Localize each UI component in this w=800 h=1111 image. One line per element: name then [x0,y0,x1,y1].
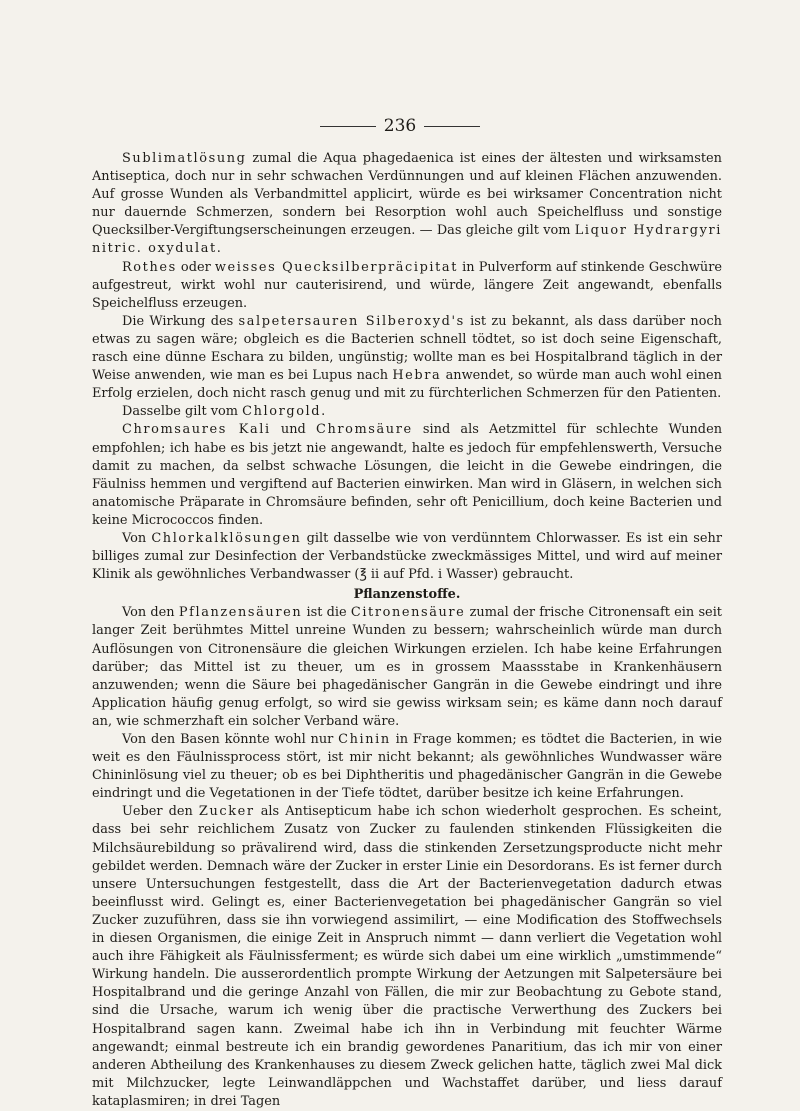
paragraph [92,150,722,259]
spaced-term: Zucker [198,804,255,820]
spaced-term: Chlorkalklösungen [151,530,302,546]
text-run: gilt dasselbe wie von verdünntem Chlorwasser. Es ist ein sehr billiges zumal zur Desinfection der Verbandstücke zweckmässiges Mittel, und wird auf meiner Klinik als gewöhnliches Verbandwasser (℥ ii auf Pfd. i Wasser) gebraucht. [92,530,722,583]
spaced-term: salpetersauren Silberoxyd's [238,313,465,329]
spaced-term: Sublimatlösung [122,151,247,166]
text-run: sind als Aetzmittel für schlechte Wunden empfohlen; ich habe es bis jetzt nie angewandt, halte es jedoch für empfehlenswerth, Versuche damit zu machen, da selbst schwache Lösungen, die leicht in die Gewebe eindringen, die Fäulniss hemmen und vergiftend auf Bacterien einwirken. Man wird in Gläsern, in welchen sich anatomische Präparate in Chromsäure befinden, sehr oft Penicillium, doch keine Bacterien und keine Micrococcos finden. [92,422,722,528]
spaced-term: Chromsäure [315,422,413,438]
paragraph [92,421,722,530]
spaced-term: Citronensäure [350,605,466,621]
text-run: Von [122,530,152,546]
spaced-term: Liquor Hydrargyri nitric. oxydulat. [92,223,722,257]
text-run: und [270,422,316,438]
text-run: ist die [302,605,351,621]
section-heading: Pflanzenstoffe. [353,587,461,603]
text-run: oder [176,259,215,275]
text-run: Ueber den [122,804,199,820]
text-run: anwendet, so würde man auch wohl einen Erfolg erzielen, doch nicht rasch genug und mit zu fürchterlichen Schmerzen für den Patienten. [92,368,722,402]
spaced-term: Chromsaures Kali [122,422,271,438]
text-run: in Pulverform auf stinkende Geschwüre aufgestreut, wirkt wohl nur cauterisirend, und würde, längere Zeit angewandt, ebenfalls Speichelfluss erzeugen. [92,259,723,311]
page-header [0,116,800,136]
paragraph [92,731,722,803]
text-run: Von den [122,605,179,621]
spaced-term: Chlorgold. [242,404,327,420]
text-run: Von den Basen könnte wohl nur [122,732,339,747]
paragraph [92,803,722,1111]
paragraph [92,403,722,421]
paragraph [92,530,722,584]
page-number: 236 [383,116,417,136]
paragraph [92,604,722,731]
text-run: zumal der frische Citronensaft ein seit langer Zeit berühmtes Mittel unreine Wunden zu bessern; wahrscheinlich würde man durch Auflösungen von Citronensäure die gleichen Wirkungen erzielen. Ich habe keine Erfahrungen darüber; das Mittel ist zu theuer, um es in grossem Maassstabe in Krankenhäusern anzuwenden; wenn die Säure bei phagedänischer Gangrän in die Gewebe eindringt und ihre Application häufig genug erfolgt, so wird sie gewiss wirksam sein; es käme dann noch darauf an, wie schmerzhaft ein solcher Verband wäre. [92,605,722,729]
text-run: in Frage kommen; es tödtet die Bacterien, in wie weit es den Fäulnissprocess stört, ist mir nicht bekannt; als gewöhnliches Wundwasser wäre Chininlösung viel zu theuer; ob es bei Diphtheritis und phagedänischer Gangrän in die Gewebe eindringt und die Vegetationen in der Tiefe tödtet, darüber besitze ich keine Erfahrungen. [92,732,722,802]
paragraph [92,259,722,313]
header-rule-right [424,126,480,127]
paragraphs-before-heading [92,150,722,584]
spaced-term: Chinin [338,732,391,747]
header-rule-left [320,126,376,127]
text-run: zumal die Aqua phagedaenica ist eines der ältesten und wirksamsten Antiseptica, doch nur in sehr schwachen Verdünnungen und auf kleinen Flächen anzuwenden. Auf grosse Wunden als Verbandmittel applicirt, würde es bei wirksamer Concentration nicht nur dauernde Schmerzen, sondern bei Resorption wohl auch Speichelfluss und sonstige Quecksilber-Vergiftungserscheinungen erzeugen. — Das gleiche gilt vom [92,151,722,239]
text-run: Dasselbe gilt vom [122,404,243,420]
paragraph [92,313,722,403]
spaced-term: Rothes [122,259,177,275]
paragraphs-after-heading [92,604,722,1111]
spaced-term: Hebra [392,368,442,384]
spaced-term: weisses Quecksilberpräcipitat [214,259,458,275]
text-run: ist zu bekannt, als dass darüber noch etwas zu sagen wäre; obgleich es die Bacterien schnell tödtet, so ist doch seine Eigenschaft, rasch eine dünne Eschara zu bilden, ungünstig; wollte man es bei Hospitalbrand täglich in der Weise anwenden, wie man es bei Lupus nach [92,313,722,384]
body-text [92,150,722,1111]
spaced-term: Pflanzensäuren [178,605,303,621]
text-run: Die Wirkung des [122,313,239,329]
text-run: als Antisepticum habe ich schon wiederholt gesprochen. Es scheint, dass bei sehr reichlichem Zusatz von Zucker zu faulenden stinkenden Flüssigkeiten die Milchsäurebildung so prävalirend wird, dass die stinkenden Zersetzungsproducte nicht mehr gebildet werden. Demnach wäre der Zucker in erster Linie ein Desordorans. Es ist ferner durch unsere Untersuchungen festgestellt, dass die Art der Bacterienvegetation dadurch etwas beeinflusst wird. Gelingt es, einer Bacterienvegetation bei phagedänischer Gangrän so viel Zucker zuzuführen, dass sie ihn vorwiegend assimilirt, — eine Modification des Stoffwechsels in diesen Organismen, die einige Zeit in Anspruch nimmt — dann verliert die Vegetation wohl auch ihre Fähigkeit als Fäulnissferment; es würde sich dabei um eine wirklich „umstimmende“ Wirkung handeln. Die ausserordentlich prompte Wirkung der Aetzungen mit Salpetersäure bei Hospitalbrand und die geringe Anzahl von Fällen, die mir zur Beobachtung zu Gebote stand, sind die Ursache, warum ich wenig über die practische Verwerthung des Zuckers bei Hospitalbrand sagen kann. Zweimal habe ich ihn in Verbindung mit feuchter Wärme angewandt; einmal bestreute ich ein brandig gewordenes Panaritium, das ich mir von einer anderen Abtheilung des Krankenhauses zu diesem Zweck gelichen hatte, täglich zwei Mal dick mit Milchzucker, legte Leinwandläppchen und Wachstaffet darüber, und liess darauf kataplasmiren; in drei Tagen [92,804,722,1109]
